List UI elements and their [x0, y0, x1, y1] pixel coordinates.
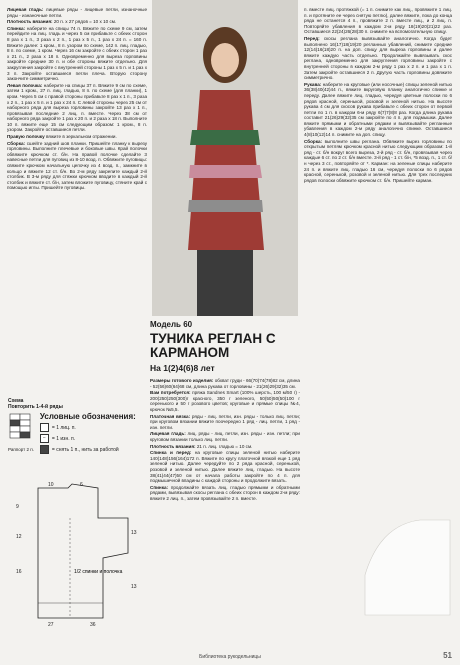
paragraph [7, 83, 147, 133]
dim-label: 13 [131, 530, 137, 536]
paragraph [150, 450, 300, 484]
paragraph-label: Лицевая гладь: [150, 431, 186, 437]
paragraph-text: на круговые спицы зеленой нитью наберите 140(148)156(164)172 п. Вяжите по кругу платочной вязкой еще 1 ряд зеленой нитью. Далее чередуйте по 2 ряда красной, серенькой, розовой и зеленой нитью. Далее вяжите лиц. гладью. На высоте 38(41)44(47)50 см от начала работы закройте по 4 п. для подмышечной впадины с каждой стороны и продолжите вязать. [150, 450, 301, 484]
paragraph-label: Спинка: [150, 484, 169, 490]
paragraph-label: Спинка: [7, 25, 26, 31]
page-footer: Библиотека рукодельницы [199, 654, 261, 660]
paragraph-text: вяжите в зеркальном отражении. [45, 134, 117, 140]
dim-label: 6 [80, 482, 83, 488]
model-number: Модель 60 [150, 320, 193, 329]
model-title: ТУНИКА РЕГЛАН С КАРМАНОМ [150, 331, 276, 361]
dim-label: 9 [16, 504, 19, 510]
paragraph-text: лиц. ряды - лиц. петли, изн. ряды - изн. петли; при круговом вязании только лиц. петли. [150, 431, 300, 442]
legend-item: − = 1 изн. п. [40, 434, 148, 443]
paragraph [150, 378, 300, 389]
rapport-label: Раппорт 2 п. [8, 447, 34, 452]
paragraph-text: наберите на круговые (или носочные) спицы зеленой нитью 36(38)40(42)44 п., вяжите вкруговую планку аналогично спинке и переду. Далее вяжите лиц. гладью, чередуя цветные полоски по 6 рядов красной, серенькой, розовой и зеленой нитью. На высоте рукава 4 см для скосов рукава прибавьте с обеих сторон от первой петли по 1 п. в каждом 6-м ряду 6(7)7(8)8 раз. Когда длина рукава составит 21(26)29(32)35 см закройте по 4 п. для подмышки. Далее вяжите прямыми и обратными рядами и вывязывайте регланные убавления в каждом 2-м ряду аналогично спинке. Оставшиеся 4(8)10(12)14 п. снимите на доп. спицу. [304, 81, 453, 138]
left-column [7, 7, 147, 192]
paragraph [304, 7, 452, 35]
paragraph-text: пряжа Sandnes Smart (100% шерсть, 100 м/50 г) - 200(250)250(300)г красного, 350 г зеленого, 50(50)50(50)100 г серенького и 50 г розового цветов; круговые и прямые спицы №4, крючок №5,5. [150, 390, 300, 412]
dim-label: 16 [16, 569, 22, 575]
paragraph-text: выполните швы реглана. Обвяжите вырез горловины по открытым петлям крючком красной нитью следующим образом: 1-й ряд - ст. б/н вокруг всего выреза, 2-й ряд - ст. б/н, провязывая через каждые 6 ст. по 2 ст. б/н вместе. 3-й ряд - 1 ст. б/н, *5 возд. п., 1 ст. б/н через 3 ст., повторяйте от *. Карман: на зеленые спицы наберите 24 п. и вяжите лиц. гладью 16 см, чередуя полоски по 6 рядов красной, серенькой, розовой и зеленой нитью. Для трех последних рядов полоски обвяжите крючком ст. б/н. Пришейте карман. [304, 138, 452, 183]
paragraph [7, 19, 147, 25]
paragraph-text: лицевые ряды - лицевые петли, изнаночные ряды - изнаночные петли. [7, 7, 148, 18]
legend-title: Условные обозначения: [39, 412, 136, 421]
paragraph-label: Плотность вязания: [150, 443, 196, 449]
paragraph [304, 36, 452, 81]
dim-label: 13 [131, 584, 137, 590]
scheme-subtitle: Повторить 1-4-й ряды [8, 404, 63, 410]
paragraph-label: Размеры готового изделия: [150, 378, 214, 383]
paragraph-text: п. вместе лиц. протяжкой (= 1 п. снимите как лиц., провяжите 1 лиц. п. и протяните ее через снятую петлю), далее вяжите, пока до конца ряда не останется 4 п., провяжите 2 п. вместе лиц., и 2 лиц. п. Повторяйте убавления в каждом 2-м ряду 18(19)20(21)22 раз. Оставшиеся 22(24)26(28)30 п. снимите на вспомогательную спицу. [304, 7, 452, 35]
paragraph-label: Сборка: [304, 138, 323, 144]
right-column [304, 7, 452, 184]
child-figure [152, 0, 298, 316]
model-sizes: На 1(2)4(6)8 лет [150, 363, 215, 374]
dim-label: 36 [90, 622, 96, 628]
paragraph-label: Спинка и перед: [150, 450, 192, 456]
paragraph [7, 26, 147, 82]
knit-symbol-icon [40, 423, 49, 432]
dim-label: 27 [48, 622, 54, 628]
purl-symbol-icon: − [40, 434, 49, 443]
legend-item: = снять 1 п., нить за работой [40, 445, 148, 454]
paragraph-label: Левая полочка: [7, 82, 43, 88]
paragraph-label: Лицевая гладь: [7, 7, 44, 12]
pattern-outline [38, 484, 128, 618]
paragraph-label: Вам потребуется: [150, 390, 191, 396]
paragraph-label: Платочная вязка: [150, 413, 191, 419]
paragraph-text: наберите на спицы 37 п. Вяжите 9 см по схеме, затем 1 кром., 27 п. лиц. гладью, 8 п. по схеме (для планки), 1 кром. Через 5 см с правой стороны прибавьте 8 раз x 1 п., 3 раза x 2 п., 1 раз x 5 п. и 1 раз x 24 п. С левой стороны через 25 см от наборного ряда для выреза горловины закройте 13 раз x 1 п., провязывая последние 2 лиц. п. вместе. Через 38 см от наборного ряда закройте 1 раз x 20 п. и 2 раза x 18 п. Выполните 10 п. вяжите еще 15 см следующим образом: 1 кром., 8 п. узором. Закройте оставшиеся петли. [7, 82, 148, 133]
pattern-diagram [8, 478, 148, 628]
paragraph [7, 134, 147, 140]
paragraph [7, 141, 147, 191]
paragraph [150, 485, 300, 502]
paragraph-label: Правую полочку [7, 134, 45, 140]
dim-label: 10 [48, 482, 54, 488]
paragraph [150, 414, 300, 431]
paragraph [304, 139, 452, 184]
model-title-block [150, 318, 300, 376]
paragraph [150, 444, 300, 450]
paragraph-label: Плотность вязания: [7, 19, 53, 25]
scheme-block [8, 398, 148, 456]
paragraph-text: 20 п. х 27 рядов = 10 х 10 см. [53, 19, 117, 25]
paragraph-text: обхват груди - 66(70)74(78)82 см, длина - 52(56)60(64)68 см, длина рукава от горловины - 21(26)29(32)35 см. [150, 378, 300, 389]
paragraph-text: 21 п. лиц. гладью = 10 см. [196, 443, 253, 449]
slip-symbol-icon [40, 445, 49, 454]
paragraph [150, 390, 300, 412]
paragraph-text: скосы реглана вывязывайте аналогично. Когда будет выполнено 16(17)18(19)20 регланных убавлений, снимите средние 12(14)16(18)20 п. на доп. спицу для выреза горловины и далее вяжите каждую часть отдельно. Продолжайте вывязывать скос реглана, одновременно для закругления горловины закройте с внутренней стороны в каждом 2-м ряду 1 раз x 2 п. и 1 раз x 1 п. Затем закройте оставшиеся 2 п. Другую часть горловины довяжите симметрично. [304, 35, 452, 81]
paragraph-label: Перед: [304, 35, 320, 41]
legend-item: = 1 лиц. п. [40, 423, 148, 432]
paragraph-text: наберите на спицы 74 п. Вяжите по схеме 9 см, затем перейдите на лиц. гладь и через 5 см прибавьте с обеих сторон 8 раз x 1 п., 3 раза x 2 п., 1 раз x 5 п., 1 раз x 24 п. = 160 п. Вяжите далее: 1 кром., 8 п. узором по схеме, 142 п. лиц. гладью, 8 п. по схеме, 1 кром. Через 16 см закройте с обеих сторон 1 раз x 21 п., 2 раза x 18 п. Одновременно для выреза горловины закройте средние 30 п. и обе стороны вяжите отдельно. Для закругления закройте с внутренней стороны 1 раз x 5 п. и 1 раз x 3 п. Закройте оставшиеся петли плеча. Вторую сторону закончите симметрично. [7, 25, 147, 82]
scheme-title: Схема [8, 398, 24, 404]
paragraph-text: сшейте задний шов планки. Пришейте планку к вырезу горловины. Выполните плечевые и боковые швы. Край полочки обвяжите крючком ст. б/н. На правой полочке сделайте 3 навесные петли для пуговиц из 8-10 возд. п. Обвяжите пуговицы: свяжите крючком начальную цепочку из 4 возд. п., замкните в кольцо и вяжите 12 ст. б/н. Во 2-м ряду закрепите каждый 2-й столбик. В 3-м ряду для стяжки крючком вводите в каждый 2-й столбик и вяжите ст. б/н, затем вложите пуговицу, стяните край с помощью иглы. Пришейте пуговицы. [7, 140, 147, 191]
scheme-grid [8, 412, 32, 442]
sleeve-shape [360, 515, 455, 620]
paragraph-label: Рукава: [304, 81, 322, 87]
paragraph-label: Сборка: [7, 140, 26, 146]
middle-column [150, 378, 300, 502]
paragraph-text: ряды - лиц. петли, изн. ряды - только лиц. петли; при круговом вязании вяжите поочередно 1 ряд - лиц. петли, 1 ряд - изн. петли. [150, 413, 300, 430]
dim-label: 12 [16, 534, 22, 540]
paragraph [7, 7, 147, 18]
pattern-half-label: 1/2 спинки и полочка [74, 569, 123, 575]
paragraph [304, 82, 452, 138]
model-photo [152, 0, 298, 316]
paragraph [150, 431, 300, 442]
paragraph-text: продолжайте вязать лиц. гладью прямыми и обратными рядами, вывязывая скосы реглана с обеих сторон в каждом 2-м ряду: вяжите 2 лиц. п., затем провязывайте 2 п. вместе. [150, 484, 300, 501]
page-number: 51 [443, 651, 452, 660]
